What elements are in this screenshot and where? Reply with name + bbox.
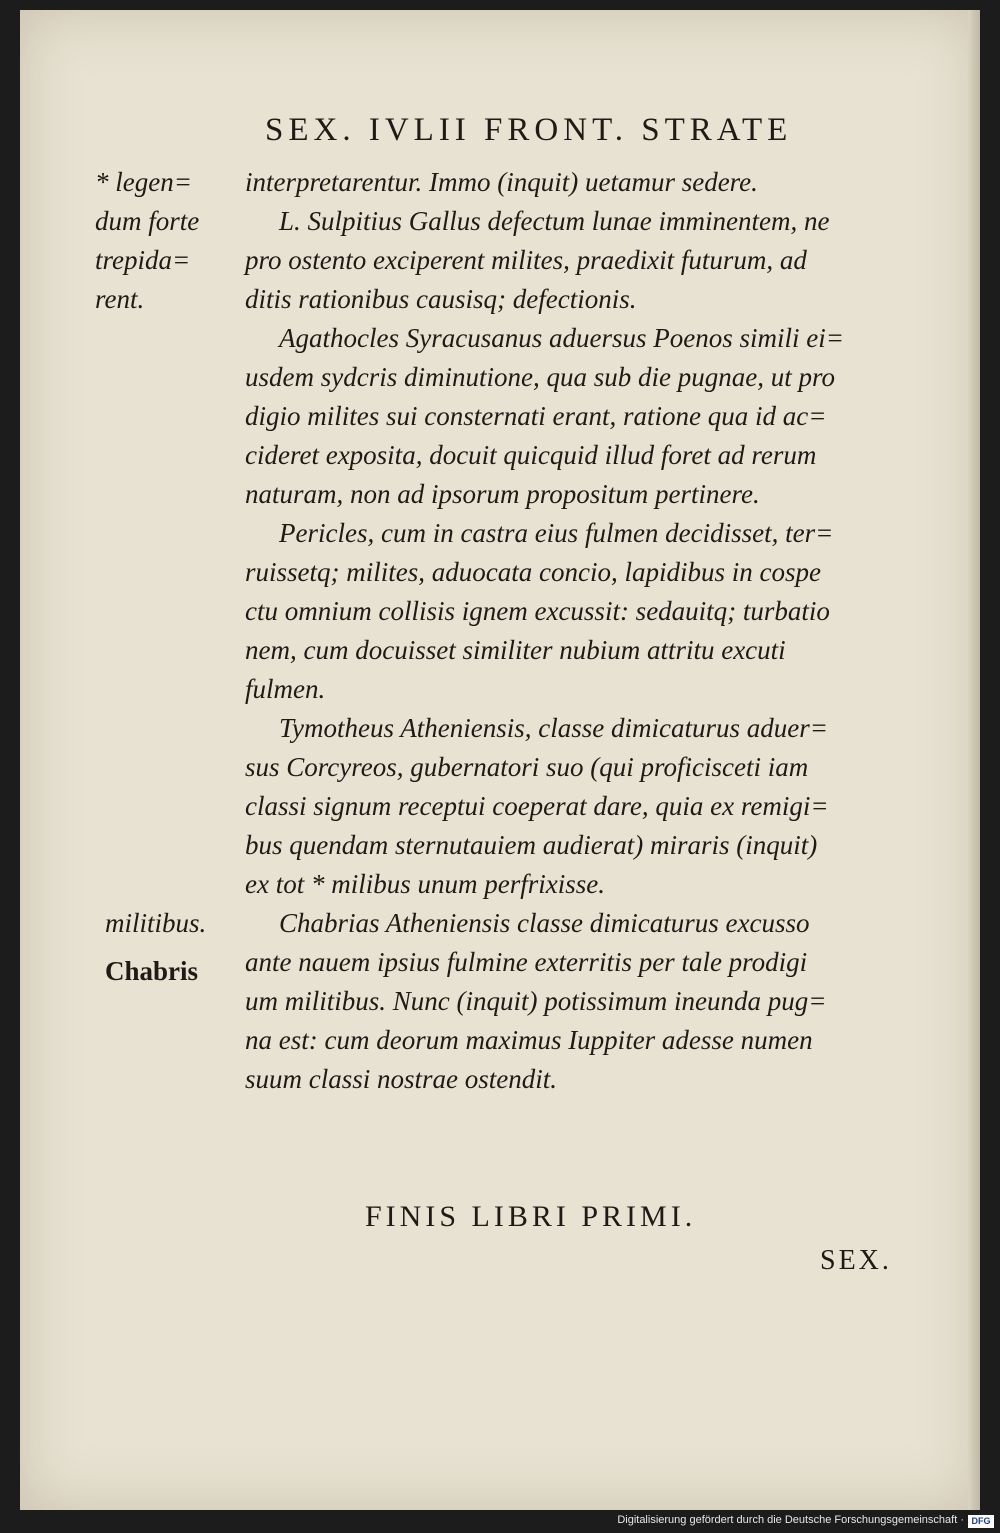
funding-notice: Digitalisierung gefördert durch die Deutsche Forschungsgemeinschaft ·	[617, 1514, 964, 1526]
colophon: FINIS LIBRI PRIMI.	[365, 1200, 697, 1233]
margin-note: trepida=	[95, 245, 191, 275]
text-line: Tymotheus Atheniensis, classe dimicaturus aduer=	[279, 713, 828, 743]
text-line: cideret exposita, docuit quicquid illud foret ad rerum	[245, 440, 817, 470]
text-line: ex tot * milibus unum perfrixisse.	[245, 869, 605, 899]
text-line: ruissetq; milites, aduocata concio, lapidibus in cospe	[245, 557, 821, 587]
text-line: ditis rationibus causisq; defectionis.	[245, 284, 637, 314]
text-line: Agathocles Syracusanus aduersus Poenos simili ei=	[279, 323, 844, 353]
text-line: ante nauem ipsius fulmine exterritis per tale prodigi	[245, 947, 808, 977]
main-text	[245, 163, 915, 1099]
text-line: usdem sydcris diminutione, qua sub die pugnae, ut pro	[245, 362, 835, 392]
text-line: classi signum receptui coeperat dare, quia ex remigi=	[245, 791, 829, 821]
text-line: sus Corcyreos, gubernatori suo (qui proficisceti iam	[245, 752, 809, 782]
text-line: pro ostento exciperent milites, praedixit futurum, ad	[245, 245, 807, 275]
text-line: bus quendam sternutauiem audierat) miraris (inquit)	[245, 830, 818, 860]
text-line: nem, cum docuisset similiter nubium attritu excuti	[245, 635, 786, 665]
text-line: na est: cum deorum maximus Iuppiter adesse numen	[245, 1025, 813, 1055]
text-line: naturam, non ad ipsorum propositum pertinere.	[245, 479, 760, 509]
page-edge	[968, 10, 980, 1510]
dfg-logo-icon: DFG	[968, 1515, 994, 1528]
margin-note: rent.	[95, 284, 145, 314]
text-line: Pericles, cum in castra eius fulmen decidisset, ter=	[279, 518, 834, 548]
text-line: suum classi nostrae ostendit.	[245, 1064, 558, 1094]
margin-note: dum forte	[95, 206, 200, 236]
margin-note: * legen=	[95, 167, 192, 197]
text-line: Chabrias Atheniensis classe dimicaturus excusso	[279, 908, 810, 938]
text-line: um militibus. Nunc (inquit) potissimum ineunda pug=	[245, 986, 827, 1016]
margin-note: Chabris	[105, 956, 199, 986]
text-line: interpretarentur. Immo (inquit) uetamur sedere.	[245, 167, 758, 197]
margin-note: militibus.	[105, 908, 207, 938]
catchword: SEX.	[820, 1245, 892, 1276]
text-line: digio milites sui consternati erant, ratione qua id ac=	[245, 401, 827, 431]
text-line: L. Sulpitius Gallus defectum lunae imminentem, ne	[279, 206, 830, 236]
text-line: fulmen.	[245, 674, 326, 704]
text-line: ctu omnium collisis ignem excussit: sedauitq; turbatio	[245, 596, 830, 626]
running-head: SEX. IVLII FRONT. STRATE	[265, 112, 793, 148]
